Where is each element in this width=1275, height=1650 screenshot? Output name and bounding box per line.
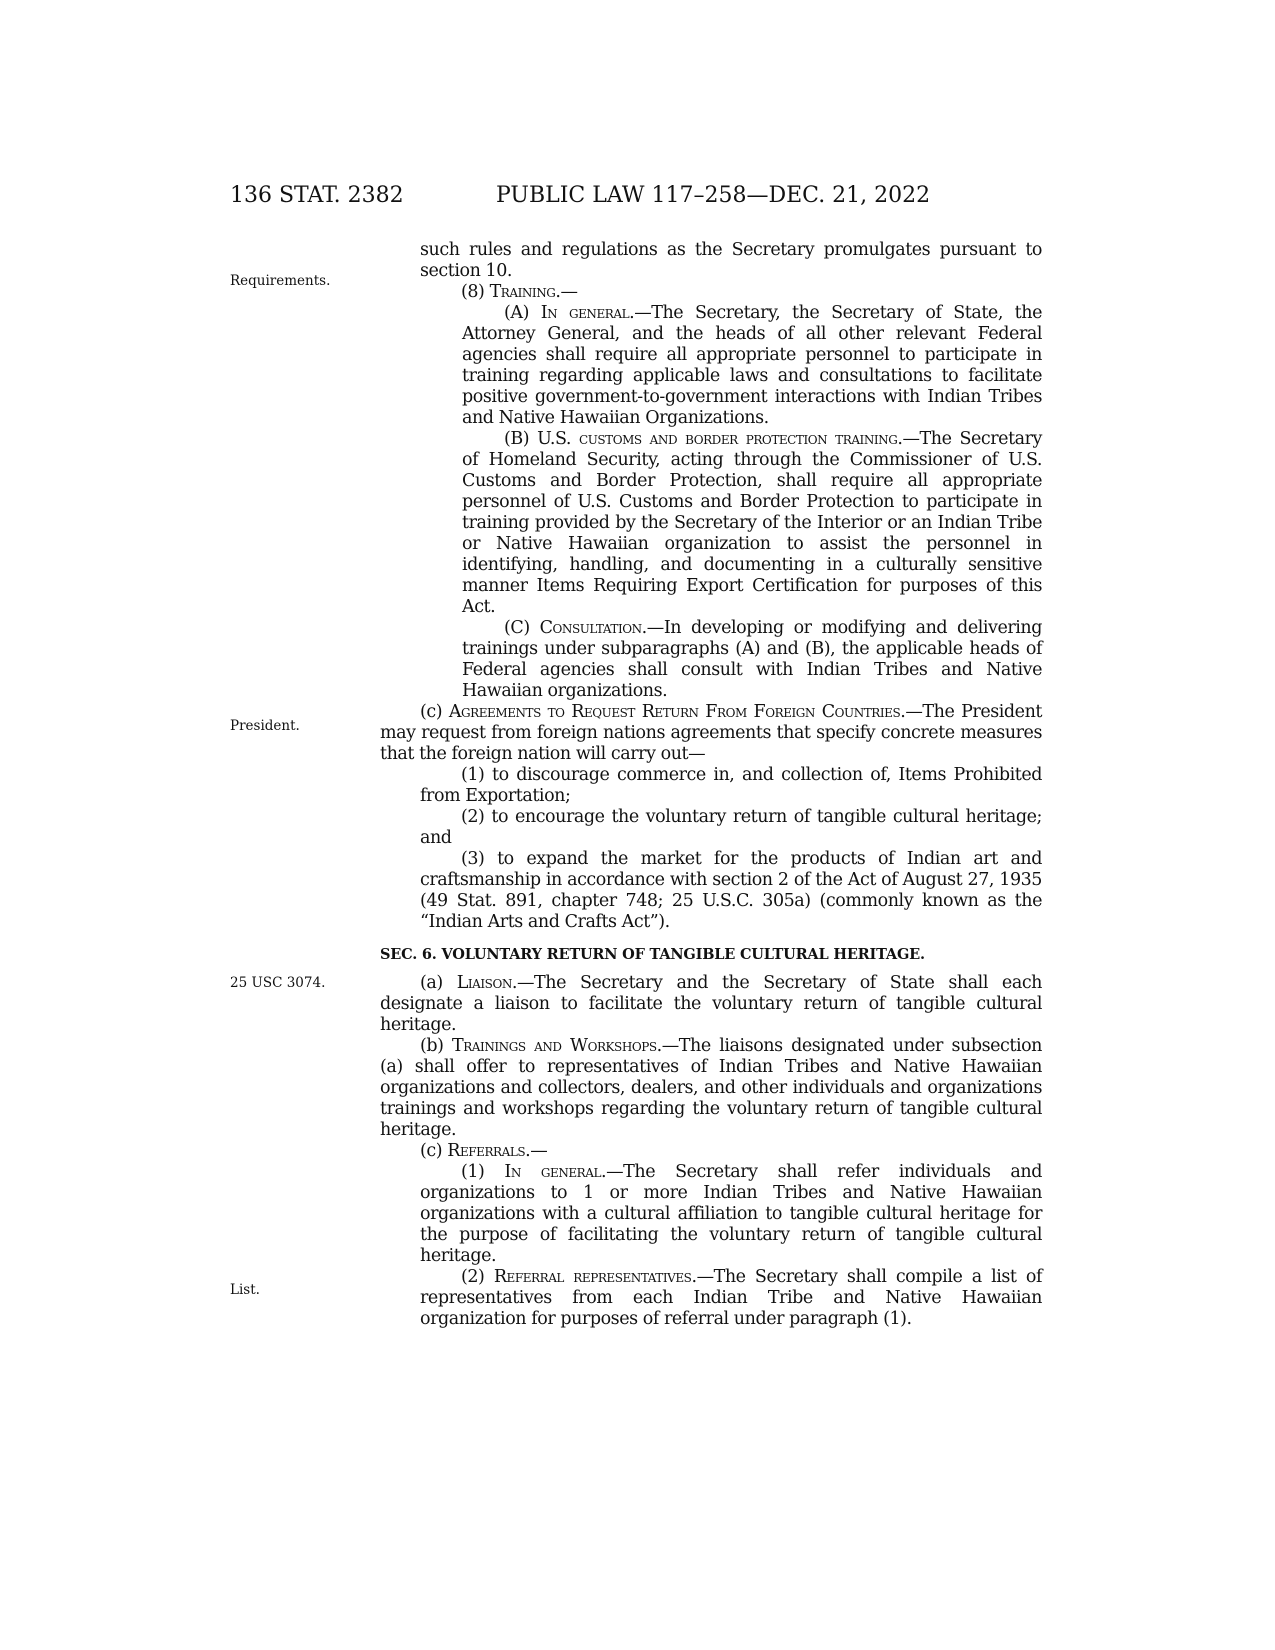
paragraph-heading: Referral representatives (493, 1267, 692, 1287)
paragraph-heading: In general (504, 1162, 602, 1182)
margin-note-president: President. (230, 718, 300, 734)
section-6-heading: SEC. 6. VOLUNTARY RETURN OF TANGIBLE CULTURAL HERITAGE. (380, 946, 925, 963)
subparagraph-b-cbp-training: (B) U.S. customs and border protection training.—The Secretary of Homeland Security, acting through the Commissioner of U.S. Customs and Border Protection, shall require all appropriate personnel of U.S. Customs and Border Protection to participate in training provided by the Secretary of the Interior or an Indian Tribe or Native Hawaiian organization to assist the personnel in identifying, handling, and documenting in a culturally sensitive manner Items Requiring Export Certification for purposes of this Act. (462, 429, 1042, 617)
paragraph-heading: Agreements to Request Return From Foreign Countries (448, 702, 901, 722)
subsection-c-agreements: (c) Agreements to Request Return From Foreign Countries.—The President may request from foreign nations agreements that specify concrete measures that the foreign nation will carry out— (380, 702, 1042, 764)
paragraph-heading: In general (540, 303, 630, 323)
statute-page-number: 136 STAT. 2382 (230, 183, 404, 208)
paragraph-8-training: (8) Training.— (461, 282, 578, 302)
agreement-item-3: (3) to expand the market for the products of Indian art and craftsmanship in accordance with section 2 of the Act of August 27, 1935 (49 Stat. 891, chapter 748; 25 U.S.C. 305a) (commonly known as the “Indian Arts and Crafts Act”). (420, 849, 1042, 932)
subsection-b-trainings-workshops: (b) Trainings and Workshops.—The liaisons designated under subsection (a) shall offer to representatives of Indian Tribes and Native Hawaiian organizations and collectors, dealers, and other individuals and organizations trainings and workshops regarding the voluntary return of tangible cultural heritage. (380, 1036, 1042, 1140)
paragraph-heading: Trainings and Workshops (452, 1036, 657, 1056)
paragraph-heading: Referrals (447, 1141, 526, 1161)
margin-note-usc-citation: 25 USC 3074. (230, 975, 326, 991)
continuation-paragraph: such rules and regulations as the Secretary promulgates pursuant to section 10. (420, 240, 1042, 281)
margin-note-list: List. (230, 1282, 260, 1298)
referrals-item-1-in-general: (1) In general.—The Secretary shall refer individuals and organizations to 1 or more Indian Tribes and Native Hawaiian organizations with a cultural affiliation to tangible cultural heritage for the purpose of facilitating the voluntary return of tangible cultural heritage. (420, 1162, 1042, 1266)
agreement-item-1: (1) to discourage commerce in, and collection of, Items Prohibited from Exportation; (420, 765, 1042, 806)
document-body (380, 240, 1042, 1330)
paragraph-heading: Liaison (456, 973, 512, 993)
referrals-item-2-representatives: (2) Referral representatives.—The Secretary shall compile a list of representatives from each Indian Tribe and Native Hawaiian organization for purposes of referral under paragraph (1). (420, 1267, 1042, 1329)
page-running-title: PUBLIC LAW 117–258—DEC. 21, 2022 (496, 183, 931, 208)
margin-note-requirements: Requirements. (230, 273, 331, 289)
subparagraph-c-consultation: (C) Consultation.—In developing or modifying and delivering trainings under subparagraphs (A) and (B), the applicable heads of Federal agencies shall consult with Indian Tribes and Native Hawaiian organizations. (462, 618, 1042, 701)
subsection-a-liaison: (a) Liaison.—The Secretary and the Secretary of State shall each designate a liaison to facilitate the voluntary return of tangible cultural heritage. (380, 973, 1042, 1035)
agreement-item-2: (2) to encourage the voluntary return of tangible cultural heritage; and (420, 807, 1042, 848)
paragraph-heading: Consultation (539, 618, 642, 638)
subsection-c-referrals: (c) Referrals.— (420, 1141, 548, 1161)
paragraph-heading: U.S. customs and border protection training (537, 429, 898, 449)
paragraph-heading: Training (489, 282, 556, 302)
subparagraph-a-in-general: (A) In general.—The Secretary, the Secretary of State, the Attorney General, and the heads of all other relevant Federal agencies shall require all appropriate personnel to participate in training regarding applicable laws and consultations to facilitate positive government-to-government interactions with Indian Tribes and Native Hawaiian Organizations. (462, 303, 1042, 428)
